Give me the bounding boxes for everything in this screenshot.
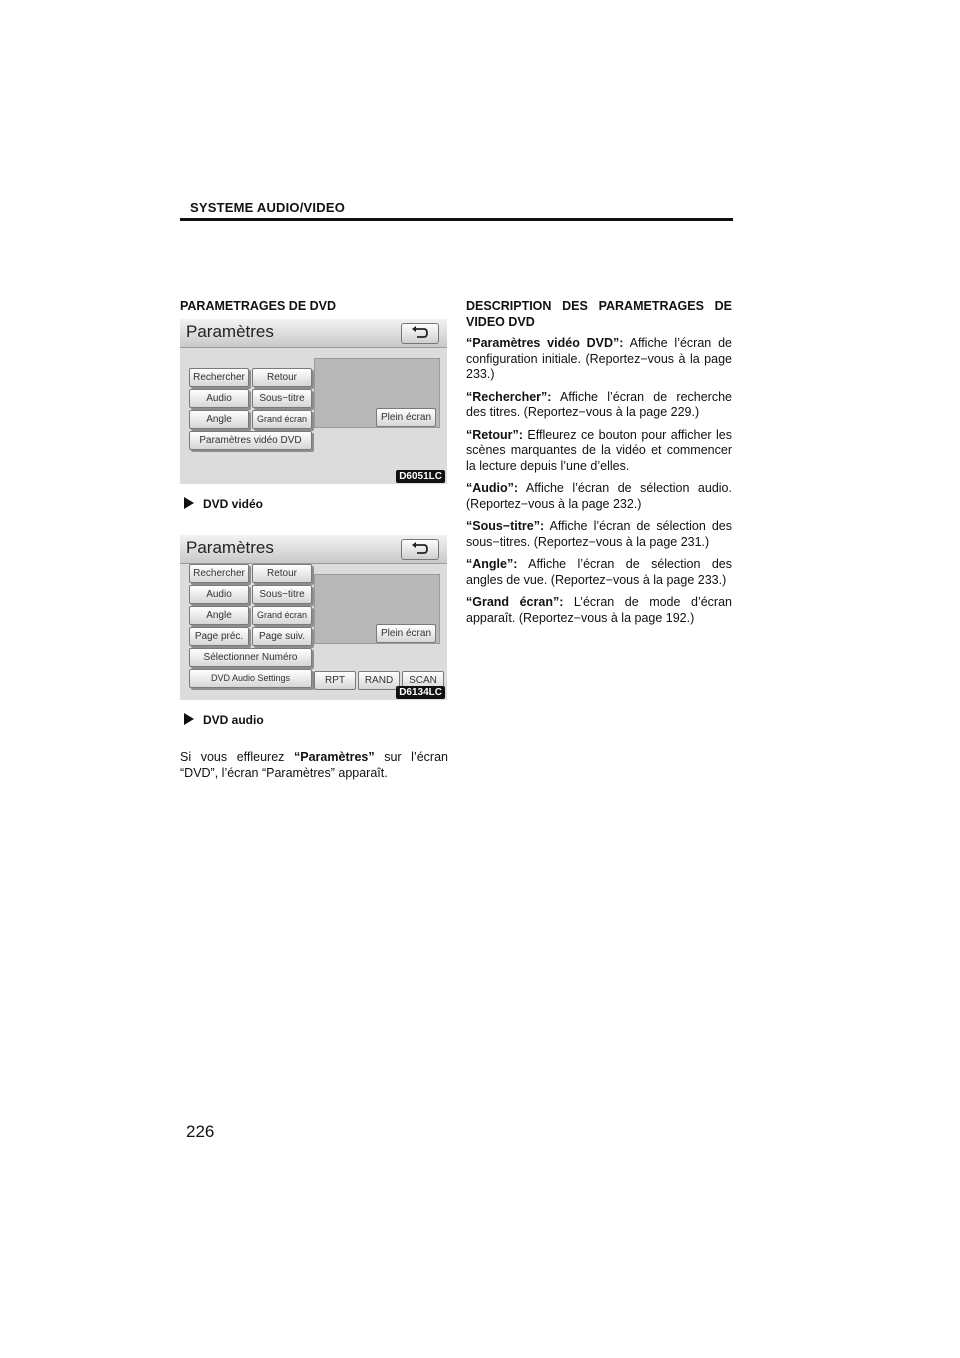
- selectionner-numero-button[interactable]: Sélectionner Numéro: [189, 648, 312, 667]
- section-title-left: PARAMETRAGES DE DVD: [180, 299, 337, 313]
- audio-button[interactable]: Audio: [189, 585, 249, 604]
- caption-dvd-video: [184, 497, 263, 511]
- plein-ecran-button[interactable]: Plein écran: [376, 408, 436, 427]
- desc-text: Affiche l’écran de sélection des angles de vue. (Reportez−vous à la page 233.): [466, 557, 732, 587]
- parametres-video-dvd-button[interactable]: Paramètres vidéo DVD: [189, 431, 312, 450]
- rechercher-button[interactable]: Rechercher: [189, 564, 249, 583]
- sous-titre-button[interactable]: Sous−titre: [252, 585, 312, 604]
- desc-text: L’écran de mode d’écran apparaît. (Reportez−vous à la page 192.): [466, 595, 732, 625]
- back-arrow-icon: [411, 326, 429, 340]
- desc-item: [466, 519, 732, 550]
- page-prec-button[interactable]: Page préc.: [189, 627, 249, 646]
- rechercher-button[interactable]: Rechercher: [189, 368, 249, 387]
- desc-term: “Retour”:: [466, 427, 523, 442]
- plein-ecran-button[interactable]: Plein écran: [376, 624, 436, 643]
- desc-term: “Angle”:: [466, 557, 518, 571]
- header-rule: [180, 218, 733, 221]
- bullet-triangle-icon: [184, 713, 194, 725]
- dvd-audio-settings-button[interactable]: DVD Audio Settings: [189, 669, 312, 688]
- description-section: [466, 299, 732, 633]
- desc-item: [466, 481, 732, 512]
- screen-titlebar: [180, 535, 447, 564]
- section-header: SYSTEME AUDIO/VIDEO: [190, 200, 346, 215]
- desc-term: “Sous−titre”:: [466, 519, 545, 533]
- scan-button[interactable]: SCAN: [402, 671, 444, 690]
- section-title-right: DESCRIPTION DES PARAMETRAGES DE VIDEO DVD: [466, 299, 732, 329]
- caption-text: DVD vidéo: [203, 497, 264, 511]
- back-arrow-icon: [411, 542, 429, 556]
- rpt-button[interactable]: RPT: [314, 671, 356, 690]
- desc-item: [466, 595, 732, 626]
- sous-titre-button[interactable]: Sous−titre: [252, 389, 312, 408]
- page-suiv-button[interactable]: Page suiv.: [252, 627, 312, 646]
- figure-code: D6051LC: [396, 470, 445, 483]
- screen-title: Paramètres: [186, 322, 274, 341]
- audio-button[interactable]: Audio: [189, 389, 249, 408]
- desc-text: Affiche l’écran de sélection audio. (Reportez−vous à la page 232.): [466, 481, 732, 511]
- angle-button[interactable]: Angle: [189, 410, 249, 429]
- screen-title: Paramètres: [186, 538, 274, 557]
- caption-dvd-audio: [184, 713, 264, 727]
- grand-ecran-button[interactable]: Grand écran: [252, 410, 312, 429]
- rand-button[interactable]: RAND: [358, 671, 400, 690]
- angle-button[interactable]: Angle: [189, 606, 249, 625]
- intro-text-pre: Si vous effleurez: [180, 750, 295, 764]
- retour-button[interactable]: Retour: [252, 368, 312, 387]
- grand-ecran-button[interactable]: Grand écran: [252, 606, 312, 625]
- desc-term: “Grand écran”:: [466, 595, 564, 609]
- desc-text: Affiche l’écran de sélection des sous−titres. (Reportez−vous à la page 231.): [466, 519, 732, 549]
- screenshot-dvd-audio: [180, 535, 447, 700]
- intro-text-post: sur l’écran “DVD”, l’écran “Paramètres” apparaît.: [180, 750, 448, 780]
- page-number: 226: [186, 1122, 215, 1141]
- desc-text: Effleurez ce bouton pour afficher les scènes marquantes de la vidéo et commencer la lecture depuis l’une d’elles.: [466, 427, 732, 473]
- screenshot-dvd-video: [180, 319, 447, 484]
- caption-text: DVD audio: [203, 713, 264, 727]
- intro-paragraph: [180, 750, 448, 781]
- bullet-triangle-icon: [184, 497, 194, 509]
- desc-item: [466, 428, 732, 475]
- desc-text: Affiche l’écran de recherche des titres. (Reportez−vous à la page 229.): [466, 389, 732, 419]
- desc-item: [466, 390, 732, 421]
- screen-titlebar: [180, 319, 447, 348]
- back-button[interactable]: [401, 539, 439, 560]
- desc-term: “Audio”:: [466, 481, 519, 495]
- desc-term: “Rechercher”:: [466, 389, 552, 404]
- figure-code: D6134LC: [396, 686, 445, 699]
- desc-term: “Paramètres vidéo DVD”:: [466, 336, 624, 350]
- retour-button[interactable]: Retour: [252, 564, 312, 583]
- back-button[interactable]: [401, 323, 439, 344]
- intro-text-bold: “Paramètres”: [294, 750, 375, 764]
- desc-item: [466, 336, 732, 383]
- desc-item: [466, 557, 732, 588]
- desc-text: Affiche l’écran de configuration initiale. (Reportez−vous à la page 233.): [466, 336, 732, 381]
